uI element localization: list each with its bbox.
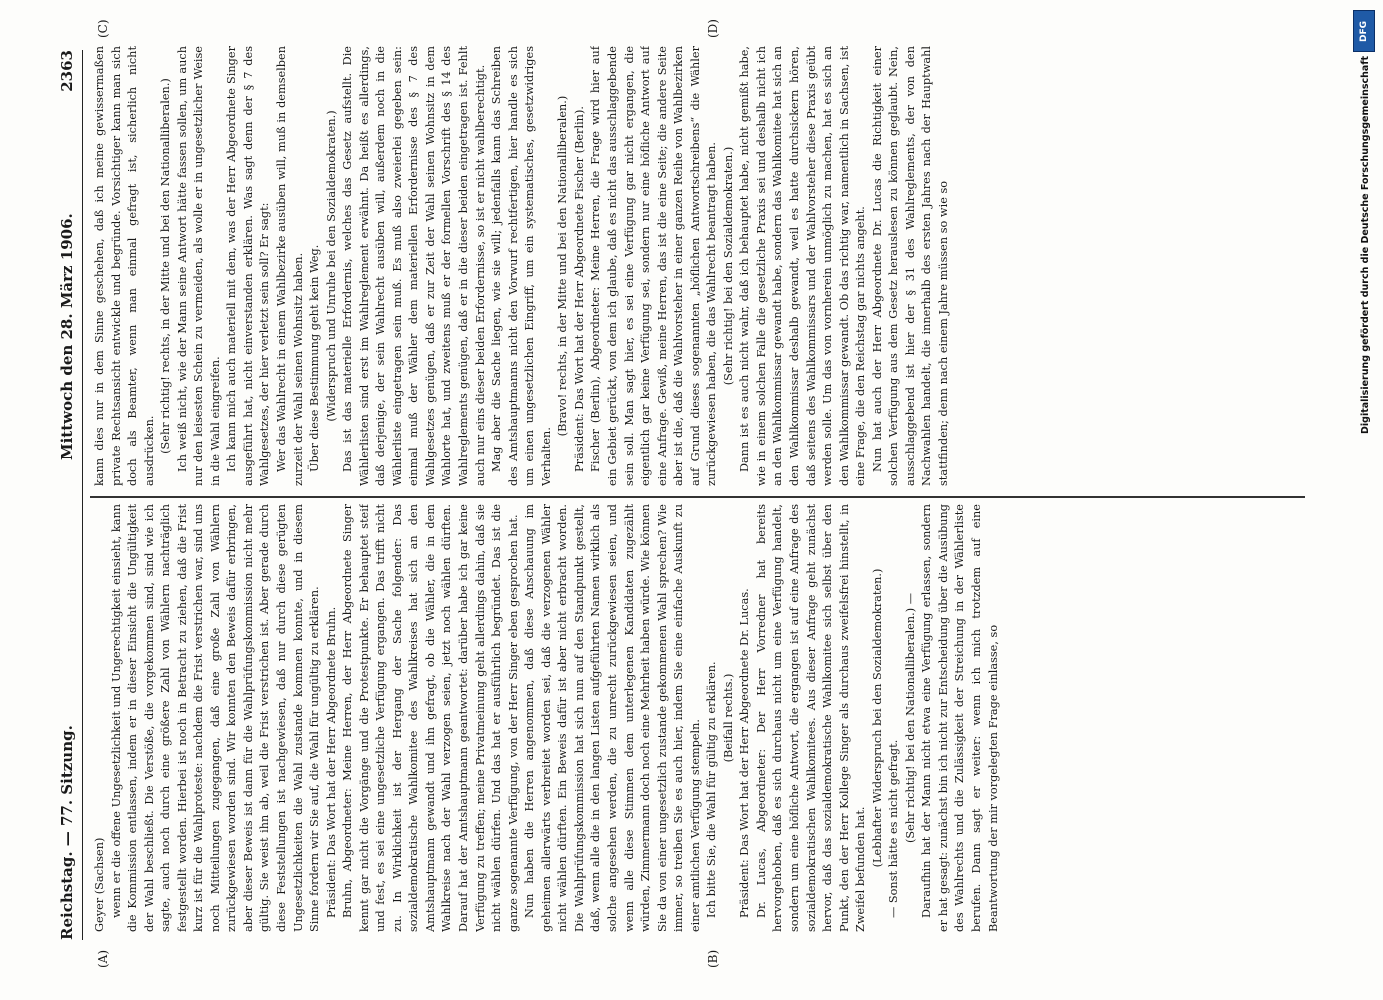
paragraph: Daraufhin hat der Mann nicht etwa eine Verfügung erlassen, sondern er hat gesagt: zunächst bin ich nicht zur Entscheidung über die Ausübung des Wahlrechts und die Zulässigkeit der Streichung in der Wählerliste berufen. Dann sagt er weiter: wenn ich mich trotzdem auf eine Beantwortung der mir vorgelegten Frage einlasse, so <box>920 504 1000 932</box>
interjection-note: (Lebhafter Widerspruch bei den Sozialdemokraten.) <box>870 568 884 868</box>
paragraph: wenn er die offene Ungesetzlichkeit und Ungerechtigkeit einsieht, kann die Kommission entlassen, indem er in dieser Einsicht die Ungültigkeit der Wahl beschließt. Die Verstöße, die vorgekommen sind, sind wie ich sagte, auch noch durch eine größere Zahl von Wählern nachträglich festgestellt worden. Hierbei ist noch in Betracht zu ziehen, daß die Frist kurz ist für die Wahlproteste: nachdem die Frist verstrichen war, sind uns noch Mitteilungen zugegangen, daß eine große Zahl von Wählern zurückgewiesen worden sind. Wir konnten den Beweis dafür erbringen, aber dieser Beweis ist dann für die Wahlprüfungskommission nicht mehr gültig. Sie weist ihn ab, weil die Frist verstrichen ist. Aber gerade durch diese Feststellungen ist nachgewiesen, daß nur durch diese gerügten Ungesetzlichkeiten die Wahl zustande kommen konnte, und in diesem Sinne fordern wir Sie auf, die Wahl für ungültig zu erklären. <box>109 504 322 932</box>
margin-marker-a: (A) <box>96 949 110 968</box>
header-session: Reichstag. — 77. Sitzung. <box>58 725 76 940</box>
paragraph: Dr. Lucas, Abgeordneter: Der Herr Vorredner hat bereits hervorgehoben, daß es sich durchaus nicht um eine Verfügung handelt, sondern um eine höfliche Antwort, die ergangen ist auf eine Anfrage des sozialdemokratischen Wahlkomitees. Aus dieser Anfrage geht zunächst hervor, daß das sozialdemokratische Wahlkomitee sich selbst über den Punkt, den der Herr Kollege Singer als durchaus zweifelsfrei hinstellt, in Zweifel befunden hat. <box>754 504 868 932</box>
interjection-note: (Sehr richtig! rechts, in der Mitte und bei den Nationalliberalen.) <box>159 78 173 454</box>
paragraph: Dann ist es auch nicht wahr, daß ich behauptet habe, nicht gemißt habe, wie in einem solchen Falle die gesetzliche Praxis sei und deshalb nicht ich an den Wahlkommissar gewandt habe, sondern das Wahlkomitee hat sich an den Wahlkommissar deshalb gewandt, weil es hatte durchsickern hören, daß seitens des Wahlkommissars und der Wahlvorsteher diese Praxis geübt werden solle. Um das von vornherein unmöglich zu machen, hat es sich an den Wahlkommissar gewandt. Ob das richtig war, namentlich in Sachsen, ist eine Frage, die den Reichstag gar nichts angeht. <box>738 46 868 486</box>
interjection-note: (Widerspruch und Unruhe bei den Sozialdemokraten.) <box>324 110 338 422</box>
dfg-logo: DFG <box>1353 10 1375 52</box>
paragraph: Nun hat auch der Herr Abgeordnete Dr. Lucas die Richtigkeit einer solchen Verfügung aus dem Gesetz herauslesen zu können geglaubt. Nein, ausschlaggebend ist hier der § 31 des Wahlreglements, der von den Nachwahlen handelt, die innerhalb des ersten Jahres nach der Hauptwahl stattfinden; denn nach einem Jahre müssen so wie so <box>870 46 950 486</box>
dfg-watermark <box>1353 4 1381 994</box>
applause-note: (Bravo! rechts, in der Mitte und bei den Nationalliberalen.) <box>556 95 570 437</box>
margin-marker-d: (D) <box>706 19 720 38</box>
paragraph: Ich kann mich auch materiell mit dem, was der Herr Abgeordnete Singer ausgeführt hat, nicht einverstanden erklären. Was sagt denn der § 7 des Wahlgesetzes, der hier verletzt sein soll? Er sagt: <box>225 46 272 486</box>
interjection-note: (Sehr richtig! bei den Sozialdemokraten.) <box>721 146 735 386</box>
applause-note: (Beifall rechts.) <box>721 673 735 763</box>
interjection-note: (Sehr richtig! bei den Nationalliberalen.) — <box>903 592 917 844</box>
paragraph: Nun haben die Herren angenommen, daß diese Anschauung im geheimen allerwärts verbreitet worden sei, daß die verzogenen Wähler nicht wählen dürften. Ein Beweis dafür ist aber nicht erbracht worden. Die Wahlprüfungskommission hat sich nun auf den Standpunkt gestellt, daß, wenn alle die in den langen Listen aufgeführten Namen wirklich als solche angesehen werden, die zu unrecht zurückgewiesen seien, und wenn alle diese Stimmen dem unterlegenen Kandidaten zugezählt würden, Zimmermann doch noch eine Mehrheit haben würde. Wie können Sie da von einer ungesetzlich zustande gekommenen Wahl sprechen? Wie immer, so treiben Sie es auch hier, indem Sie eine einfache Auskunft zu einer amtlichen Verfügung stempeln. <box>523 504 702 932</box>
paragraph: Ich bitte Sie, die Wahl für gültig zu erklären. <box>705 661 719 918</box>
margin-marker-b: (B) <box>706 949 720 968</box>
page-number: 2363 <box>58 50 76 92</box>
paragraph: Fischer (Berlin), Abgeordneter: Meine Herren, die Frage wird hier auf ein Gebiet gerückt, von dem ich glaube, daß es nicht das ausschlaggebende sein soll. Man sagt hier, es sei eine Verfügung gar nicht ergangen, die eigentlich gar keine Verfügung sei, sondern nur eine höfliche Antwort auf eine Anfrage. Gewiß, meine Herren, das ist die eine Seite; die andere Seite aber ist die, daß die Wahlvorsteher in einer ganzen Reihe von Wahlbezirken auf Grund dieses sogenannten „höflichen Antwortschreibens“ die Wähler zurückgewiesen haben, die das Wahlrecht beantragt haben. <box>589 46 719 486</box>
header-date: Mittwoch den 28. März 1906. <box>58 213 76 460</box>
paragraph: Ich weiß nicht, wie der Mann seine Antwort hätte fassen sollen, um auch nur den leisesten Schein zu vermeiden, als wolle er in ungesetzlicher Weise in die Wahl eingreifen. <box>175 46 222 486</box>
left-column <box>92 504 1307 932</box>
paragraph: Präsident: Das Wort hat der Herr Abgeordnete Bruhn. <box>324 606 338 918</box>
paragraph: — Sonst hätte es nicht gefragt. <box>887 739 901 918</box>
margin-marker-c: (C) <box>96 19 110 38</box>
law-quote: Wer das Wahlrecht in einem Wahlbezirke ausüben will, muß in demselben zurzeit der Wahl seinen Wohnsitz haben. <box>275 46 305 486</box>
page-header <box>52 50 83 940</box>
paragraph: Präsident: Das Wort hat der Herr Abgeordnete Fischer (Berlin). <box>572 106 586 472</box>
right-column <box>92 46 1307 486</box>
speaker-tag: Geyer (Sachsen) <box>93 837 106 932</box>
paragraph: Das ist das materielle Erfordernis, welches das Gesetz aufstellt. Die Wählerlisten sind erst im Wahlreglement erwähnt. Da heißt es allerdings, daß derjenige, der sein Wahlrecht ausüben will, außerdem noch in die Wählerliste eingetragen sein muß. Es muß also zweierlei gegeben sein: einmal muß der Wähler dem materiellen Erfordernisse des § 7 des Wahlgesetzes genügen, daß er zur Zeit der Wahl seinen Wohnsitz in dem Wahlorte hat, und zweitens muß er der formellen Vorschrift des § 14 des Wahlreglements genügen, daß er in die dieser beiden eingetragen ist. Fehlt auch nur eins dieser beiden Erfordernisse, so ist er nicht wahlberechtigt. <box>341 46 487 486</box>
paragraph: Bruhn, Abgeordneter: Meine Herren, der Herr Abgeordnete Singer kennt gar nicht die Vorgänge und die Protestpunkte. Er behauptet steif und fest, es sei eine ungesetzliche Verfügung ergangen. Das trifft nicht zu. In Wirklichkeit ist der Hergang der Sache folgender: Das sozialdemokratische Wahlkomitee des Wahlkreises hat sich an den Amtshauptmann gewandt und ihn gefragt, ob die Wähler, die in dem Wahlkreise nach der Wahl verzogen seien, jetzt noch wählen dürften. Darauf hat der Amtshauptmann geantwortet: darüber habe ich gar keine Verfügung zu treffen; meine Privatmeinung geht allerdings dahin, daß sie nicht wählen dürfen. Und das hat er ausführlich begründet. Das ist die ganze sogenannte Verfügung, von der Herr Singer eben gesprochen hat. <box>341 504 520 932</box>
paragraph: Mag aber die Sache liegen, wie sie will; jedenfalls kann das Schreiben des Amtshauptmanns nicht den Vorwurf rechtfertigen, hier handle es sich um einen ungesetzlichen Eingriff, um ein systematisches, gesetzwidriges Verhalten. <box>490 46 553 486</box>
paragraph: kann dies nur in dem Sinne geschehen, daß ich meine gewissermaßen private Rechtsansicht entwickle und begründe. Vorsichtiger kann man sich doch als Beamter, wenn man einmal gefragt ist, sicherlich nicht ausdrücken. <box>93 46 156 486</box>
paragraph: Präsident: Das Wort hat der Herr Abgeordnete Dr. Lucas. <box>738 588 752 918</box>
dfg-funding-note: Digitalisierung gefördert durch die Deutsche Forschungsgemeinschaft <box>1360 56 1371 434</box>
column-divider <box>90 497 1305 499</box>
paragraph: Über diese Bestimmung geht kein Weg. <box>308 244 322 472</box>
